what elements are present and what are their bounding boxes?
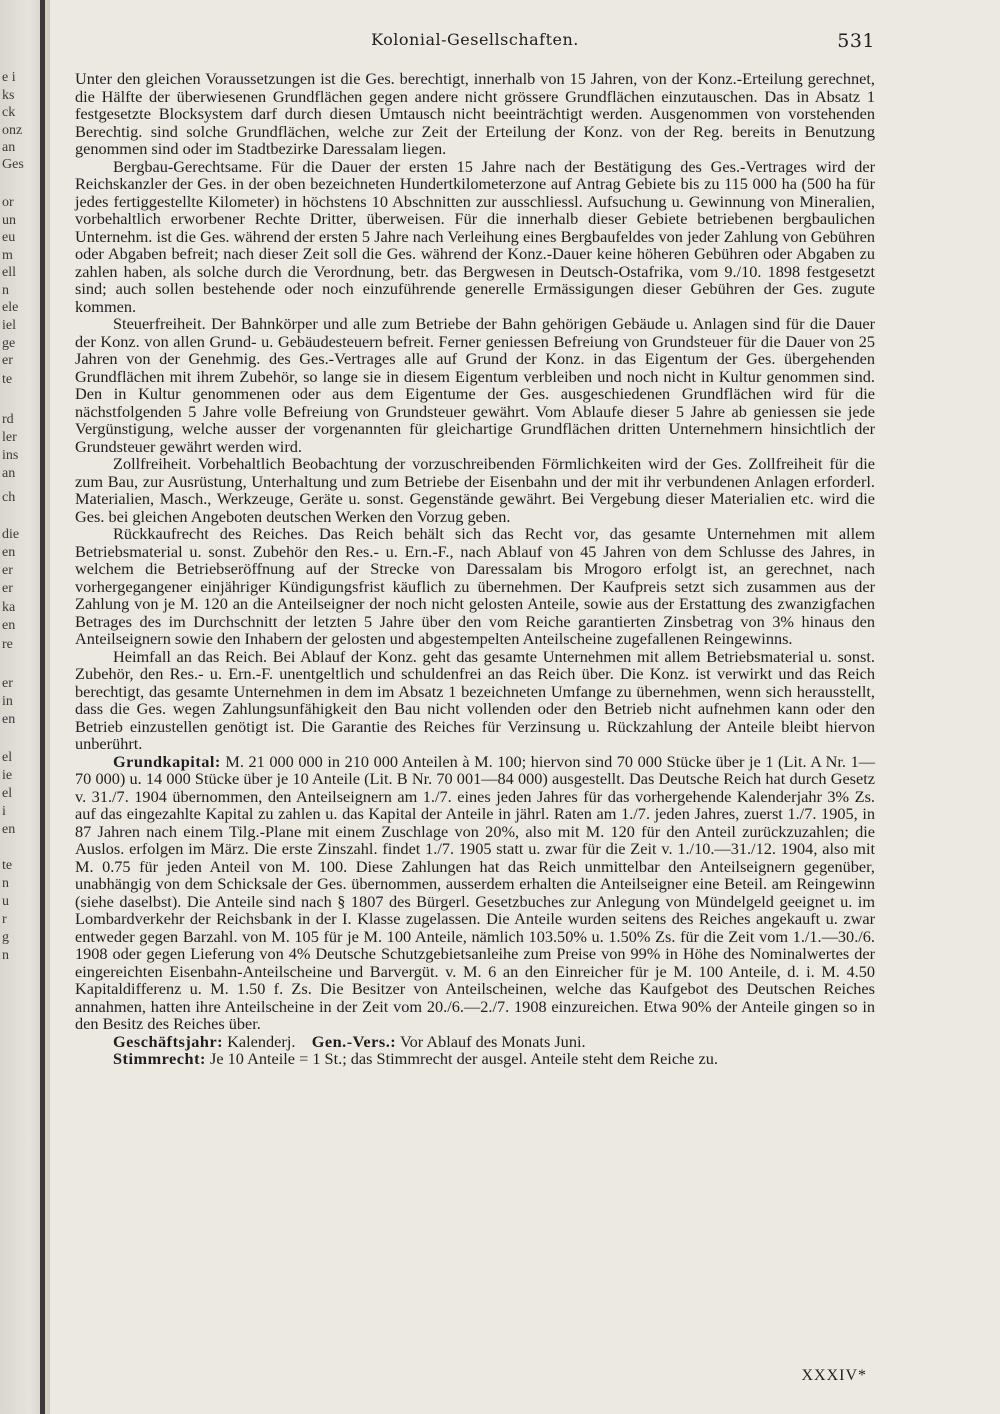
adjacent-page-fragment: ele bbox=[2, 300, 19, 315]
adjacent-page-fragment: ell bbox=[2, 265, 16, 280]
geschaeftsjahr-value: Kalenderj. bbox=[227, 1031, 296, 1051]
adjacent-page-fragment: en bbox=[2, 712, 16, 727]
adjacent-page-fragment: re bbox=[2, 637, 13, 652]
adjacent-page-fragment: rd bbox=[2, 412, 14, 427]
paragraph-grundkapital bbox=[75, 753, 875, 1033]
grundkapital-label: Grundkapital: bbox=[113, 751, 221, 771]
paragraph-geschaeftsjahr bbox=[75, 1033, 875, 1051]
adjacent-page-fragment: te bbox=[2, 372, 13, 387]
binding-line bbox=[40, 0, 45, 1414]
adjacent-page-fragment: en bbox=[2, 618, 16, 633]
adjacent-page-fragment: en bbox=[2, 545, 16, 560]
adjacent-page-fragment: e i bbox=[2, 70, 16, 85]
adjacent-page-fragment: onz bbox=[2, 123, 23, 138]
adjacent-page-fragment: i bbox=[2, 804, 6, 819]
adjacent-page-fragment: iel bbox=[2, 318, 16, 333]
running-title: Kolonial-Gesellschaften. bbox=[371, 30, 579, 49]
adjacent-page-fragment: n bbox=[2, 283, 9, 298]
adjacent-page-fragment: er bbox=[2, 353, 13, 368]
adjacent-page-fragment: an bbox=[2, 466, 16, 481]
adjacent-page-fragment: un bbox=[2, 213, 16, 228]
adjacent-page-fragment: or bbox=[2, 195, 14, 210]
adjacent-page-fragment: ge bbox=[2, 336, 16, 351]
adjacent-page-fragment: in bbox=[2, 694, 13, 709]
paragraph-rueckkaufrecht: Rückkaufrecht des Reiches. Das Reich behält sich das Recht vor, das gesamte Unternehmen mit allem Betriebsmaterial u. sonst. Zubehör den Res.- u. Ern.-F., nach Ablauf von 45 Jahren von dem Schlusse des Jahres, in welchem die Betriebseröffnung auf der Strecke von Daressalam bis Mrogoro erfolgt ist, an gerechnet, nach vorhergegangener einjähriger Kündigungsfrist käuflich zu übernehmen. Der Kaufpreis setzt sich zusammen aus der Zahlung von je M. 120 an die Anteilseigner der noch nicht gelosten Anteile, sowie aus der Erstattung des zwanzigfachen Betrages des im Durchschnitt der letzten 5 Jahre über den vom Reiche garantierten Zinsbetrag von 3% hinaus den Anteilseignern sowie den Inhabern der gelosten und abgestempelten Anteilscheine zugefallenen Reingewinns. bbox=[75, 524, 875, 648]
paragraph-steuerfreiheit: Steuerfreiheit. Der Bahnkörper und alle zum Betriebe der Bahn gehörigen Gebäude u. Anlagen sind für die Dauer der Konz. von allen Grund- u. Gebäudesteuern befreit. Ferner geniessen Befreiung von Grundsteuer für die Dauer von 25 Jahren von der Genehmig. des Ges.-Vertrages alle auf Grund der Konz. in das Eigentum der Ges. übergehenden Grundflächen mit ihrem Zubehör, so lange sie in diesem Eigentum verbleiben und noch nicht in Kultur genommen sind. Den in Kultur genommenen oder aus dem Eigentume der Ges. ausgeschiedenen Grundflächen wird für die nächstfolgenden 5 Jahre volle Befreiung von Grundsteuer gewährt. Vom Ablaufe dieser 5 Jahre ab geniessen sie jede Vergünstigung, welche ausser der vorgenannten für gleichartige Grundflächen dritten Unternehmern hinsichtlich der Grundsteuer gewährt werden wird. bbox=[75, 314, 875, 456]
geschaeftsjahr-label: Geschäftsjahr: bbox=[113, 1031, 224, 1051]
adjacent-page-fragment: ch bbox=[2, 490, 16, 505]
paragraph-bergbau: Bergbau-Gerechtsame. Für die Dauer der ersten 15 Jahre nach der Bestätigung des Ges.-Vertrages wird der Reichskanzler der Ges. in der oben bezeichneten Hundertkilometerzone auf Antrag Gebiete bis zu 115 000 ha (500 ha für jedes fertiggestellte Kilometer) in höchstens 10 Abschnitten zur ausschliessl. Aufsuchung u. Gewinnung von Mineralien, vorbehaltlich erworbener Rechte Dritter, überweisen. Für die innerhalb dieser Gebiete betriebenen bergbaulichen Unternehm. ist die Ges. während der ersten 5 Jahre nach Verleihung eines Bergbaufeldes von jeder Zahlung von Gebühren oder Abgaben befreit; nach dieser Zeit soll die Ges. während der Konz.-Dauer keine höheren Gebühren oder Abgaben zu zahlen haben, als solche durch die Verordnung, betr. das Bergwesen in Deutsch-Ostafrika, vom 9./10. 1898 festgesetzt sind; auch sollen bestehende oder noch einzuführende generelle Ermässigungen dieser Gebühren der Ges. zugute kommen. bbox=[75, 156, 875, 316]
adjacent-page-fragment: ie bbox=[2, 768, 13, 783]
adjacent-page-fragment: ler bbox=[2, 430, 17, 445]
adjacent-page-fragment: die bbox=[2, 527, 20, 542]
signature-mark: XXXIV* bbox=[801, 1367, 867, 1384]
adjacent-page-fragment: ka bbox=[2, 600, 16, 615]
paragraph-umtausch: Unter den gleichen Voraussetzungen ist die Ges. berechtigt, innerhalb von 15 Jahren, von der Konz.-Erteilung gerechnet, die Hälfte der überwiesenen Grundflächen gegen andere nicht grössere Grundflächen einzutauschen. Das in Absatz 1 festgesetzte Blocksystem darf durch diesen Umtausch nicht beeinträchtigt werden. Ausgenommen von vorstehenden Berechtig. sind solche Grundflächen, welche zur Zeit der Erteilung der Konz. von der Reg. bereits in Benutzung genommen sind oder im Stadtbezirke Daressalam liegen. bbox=[75, 69, 875, 158]
adjacent-page-fragment: n bbox=[2, 948, 9, 963]
adjacent-page-fragment: er bbox=[2, 563, 13, 578]
grundkapital-text: M. 21 000 000 in 210 000 Anteilen à M. 100; hiervon sind 70 000 Stücke über je 1 (Lit. A Nr. 1—70 000) u. 14 000 Stücke über je 10 Anteile (Lit. B Nr. 70 001—84 000) ausgestellt. Das Deutsche Reich hat durch Gesetz v. 31./7. 1904 übernommen, den Anteilseignern am 1./7. eines jeden Jahres für das vorhergehende Kalenderjahr 3% Zs. auf das eingezahlte Kapital zu zahlen u. das Kapital der Anteile in jährl. Raten am 1./7. jeden Jahres, zuerst 1./7. 1905, in 87 Jahren nach einem Tilg.-Plane mit einem Zuschlage von 20%, also mit M. 120 für den Anteil zurückzuzahlen; die Auslos. erfolgen im März. Die erste Zinszahl. findet 1./7. 1905 statt u. zwar für die Zeit v. 1./10.—31./12. 1904, also mit M. 0.75 für jeden Anteil von M. 100. Diese Zahlungen hat das Reich unmittelbar den Anteilseignern gegenüber, unabhängig von dem Schicksale der Ges. übernommen, ausserdem erhalten die Anteilseigner eine Beteil. am Reingewinn (siehe daselbst). Die Anteile sind nach § 1807 des Bürgerl. Gesetzbuches zur Anlegung von Mündelgeld geeignet u. im Lombardverkehr der Reichsbank in der I. Klasse zugelassen. Die Anteile wurden seitens des Reiches angekauft u. zwar entweder gegen Barzahl. von M. 105 für je M. 100 Anteile, nämlich 103.50% u. 1.50% Zs. für die Zeit vom 1./1.—30./6. 1908 oder gegen Lieferung von 4% Deutsche Schutzgebietsanleihe zum Preise von 99% in Höhe des Nominalwertes der eingereichten Eisenbahn-Anteilscheine und Barvergüt. v. M. 6 an den Einreicher für je M. 100 Anteile, d. i. M. 4.50 Kapitaldifferenz u. M. 1.50 f. Zs. Die Besitzer von Anteilscheinen, welche das Kaufgebot des Deutschen Reiches annahmen, hatten ihre Anteilscheine in der Zeit vom 20./6.—2./7. 1908 einzureichen. Etwa 90% der Anteile gingen so in den Besitz des Reiches über. bbox=[75, 751, 875, 1033]
adjacent-page-fragment: u bbox=[2, 894, 9, 909]
adjacent-page-fragment: m bbox=[2, 248, 13, 263]
paragraph-stimmrecht bbox=[75, 1050, 875, 1068]
adjacent-page-fragment: el bbox=[2, 786, 13, 801]
adjacent-page-fragment: ks bbox=[2, 88, 15, 103]
running-header bbox=[75, 30, 875, 54]
paragraph-heimfall: Heimfall an das Reich. Bei Ablauf der Konz. geht das gesamte Unternehmen mit allem Betriebsmaterial u. sonst. Zubehör, den Res.- u. Ern.-F. unentgeltlich und schuldenfrei an das Reich über. Die Konz. ist verwirkt und das Reich berechtigt, das gesamte Unternehmen in dem im Absatz 1 bezeichneten Umfange zu übernehmen, wenn sich herausstellt, dass die Ges. wegen Zahlungsunfähigkeit den Bau nicht vollenden oder den Betrieb nicht aufnehmen kann oder den Betrieb einzustellen genötigt ist. Die Garantie des Reiches für Verzinsung u. Rückzahlung der Anteile bleibt hiervon unberührt. bbox=[75, 646, 875, 753]
adjacent-page-fragment: eu bbox=[2, 230, 16, 245]
main-text bbox=[75, 70, 875, 1068]
adjacent-page-fragment: ck bbox=[2, 105, 16, 120]
stimmrecht-value: Je 10 Anteile = 1 St.; das Stimmrecht der ausgel. Anteile steht dem Reiche zu. bbox=[210, 1049, 718, 1068]
adjacent-page-fragment: an bbox=[2, 140, 16, 155]
adjacent-page-fragment: Ges bbox=[2, 157, 24, 172]
stimmrecht-label: Stimmrecht: bbox=[113, 1049, 206, 1068]
gen-vers-value: Vor Ablauf des Monats Juni. bbox=[399, 1031, 586, 1051]
adjacent-page-fragment: en bbox=[2, 822, 16, 837]
adjacent-page-fragment: ins bbox=[2, 448, 19, 463]
document-page bbox=[75, 0, 875, 1414]
paragraph-zollfreiheit: Zollfreiheit. Vorbehaltlich Beobachtung der vorzuschreibenden Förmlichkeiten wird der Ges. Zollfreiheit für die zum Bau, zur Ausrüstung, Unterhaltung und zum Betriebe der Eisenbahn und der mit ihr verbundenen Anlagen erforderl. Materialien, Masch., Werkzeuge, Geräte u. sonst. Gegenstände gewährt. Bei Vergebung dieser Materialien etc. wird die Ges. bei gleichen Angeboten deutschen Werken den Vorzug geben. bbox=[75, 454, 875, 526]
adjacent-page-fragment: er bbox=[2, 676, 13, 691]
adjacent-page-fragment: te bbox=[2, 858, 13, 873]
adjacent-page-fragment: g bbox=[2, 930, 9, 945]
adjacent-page-fragment: er bbox=[2, 581, 13, 596]
adjacent-page-fragment: r bbox=[2, 912, 7, 927]
adjacent-page-fragment: el bbox=[2, 750, 13, 765]
gen-vers-label: Gen.-Vers.: bbox=[311, 1031, 397, 1051]
adjacent-page-fragment: n bbox=[2, 876, 9, 891]
page-number: 531 bbox=[837, 30, 875, 52]
